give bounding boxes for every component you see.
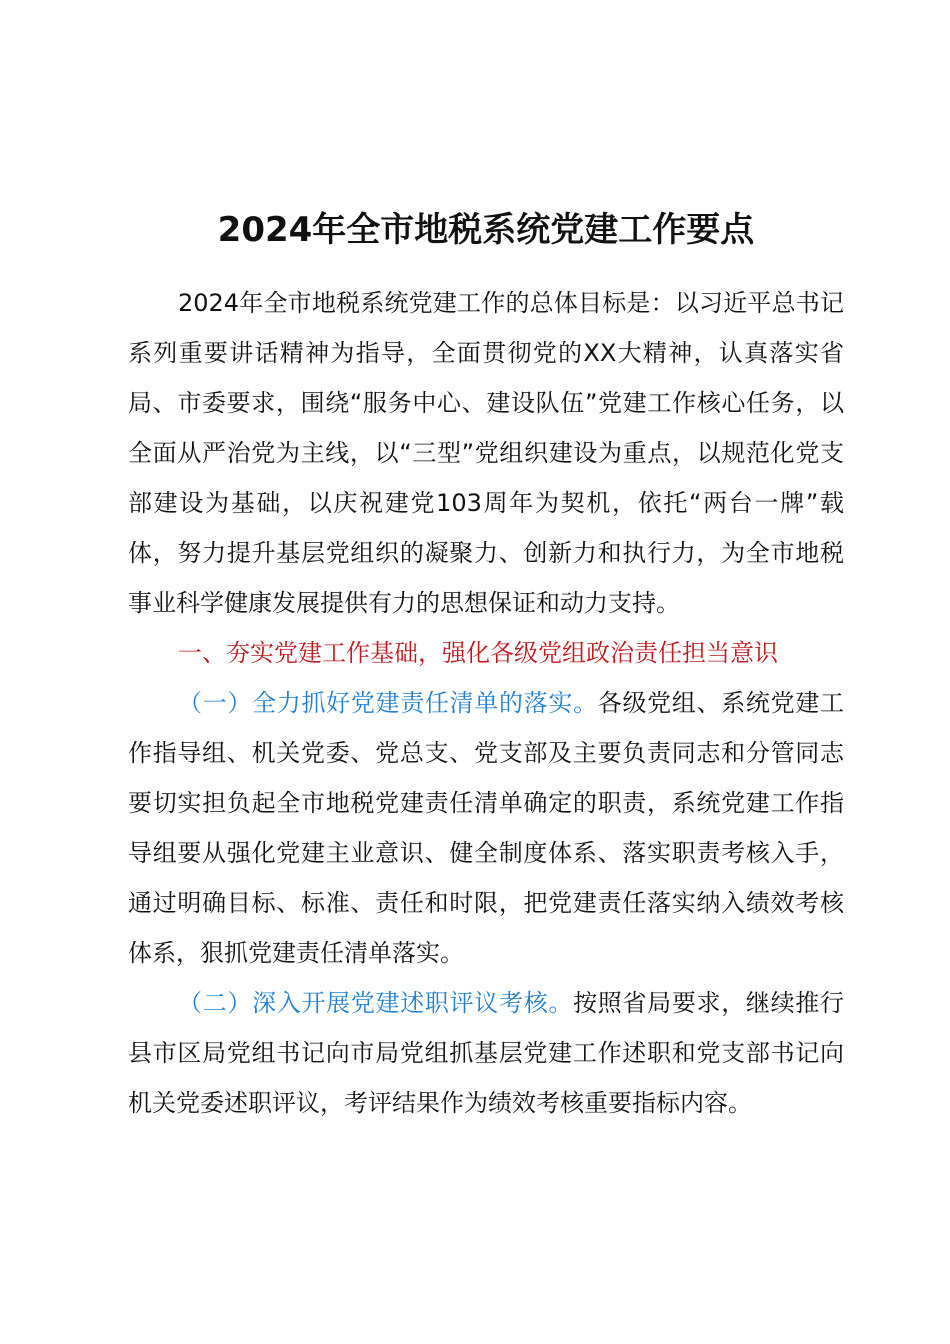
document-title: 2024年全市地税系统党建工作要点 (217, 210, 755, 250)
item-1-heading: （一）全力抓好党建责任清单的落实。 (178, 689, 598, 717)
item-2-heading: （二）深入开展党建述职评议考核。 (178, 989, 574, 1017)
document-body (128, 278, 844, 1128)
intro-paragraph: 2024年全市地税系统党建工作的总体目标是：以习近平总书记系列重要讲话精神为指导，全面贯彻党的XX大精神，认真落实省局、市委要求，围绕“服务中心、建设队伍”党建工作核心任务，以全面从严治党为主线，以“三型”党组织建设为重点，以规范化党支部建设为基础，以庆祝建党103周年为契机，依托“两台一牌”载体，努力提升基层党组织的凝聚力、创新力和执行力，为全市地税事业科学健康发展提供有力的思想保证和动力支持。 (128, 289, 844, 617)
item-2-paragraph (128, 978, 844, 1128)
item-1-paragraph (128, 678, 844, 978)
section-heading: 一、夯实党建工作基础，强化各级党组政治责任担当意识 (178, 639, 778, 667)
item-1-text: 各级党组、系统党建工作指导组、机关党委、党总支、党支部及主要负责同志和分管同志要切实担负起全市地税党建责任清单确定的职责，系统党建工作指导组要从强化党建主业意识、健全制度体系、落实职责考核入手，通过明确目标、标准、责任和时限，把党建责任落实纳入绩效考核体系，狠抓党建责任清单落实。 (128, 689, 845, 967)
item-2-text: 按照省局要求，继续推行县市区局党组书记向市局党组抓基层党建工作述职和党支部书记向机关党委述职评议，考评结果作为绩效考核重要指标内容。 (128, 989, 845, 1117)
